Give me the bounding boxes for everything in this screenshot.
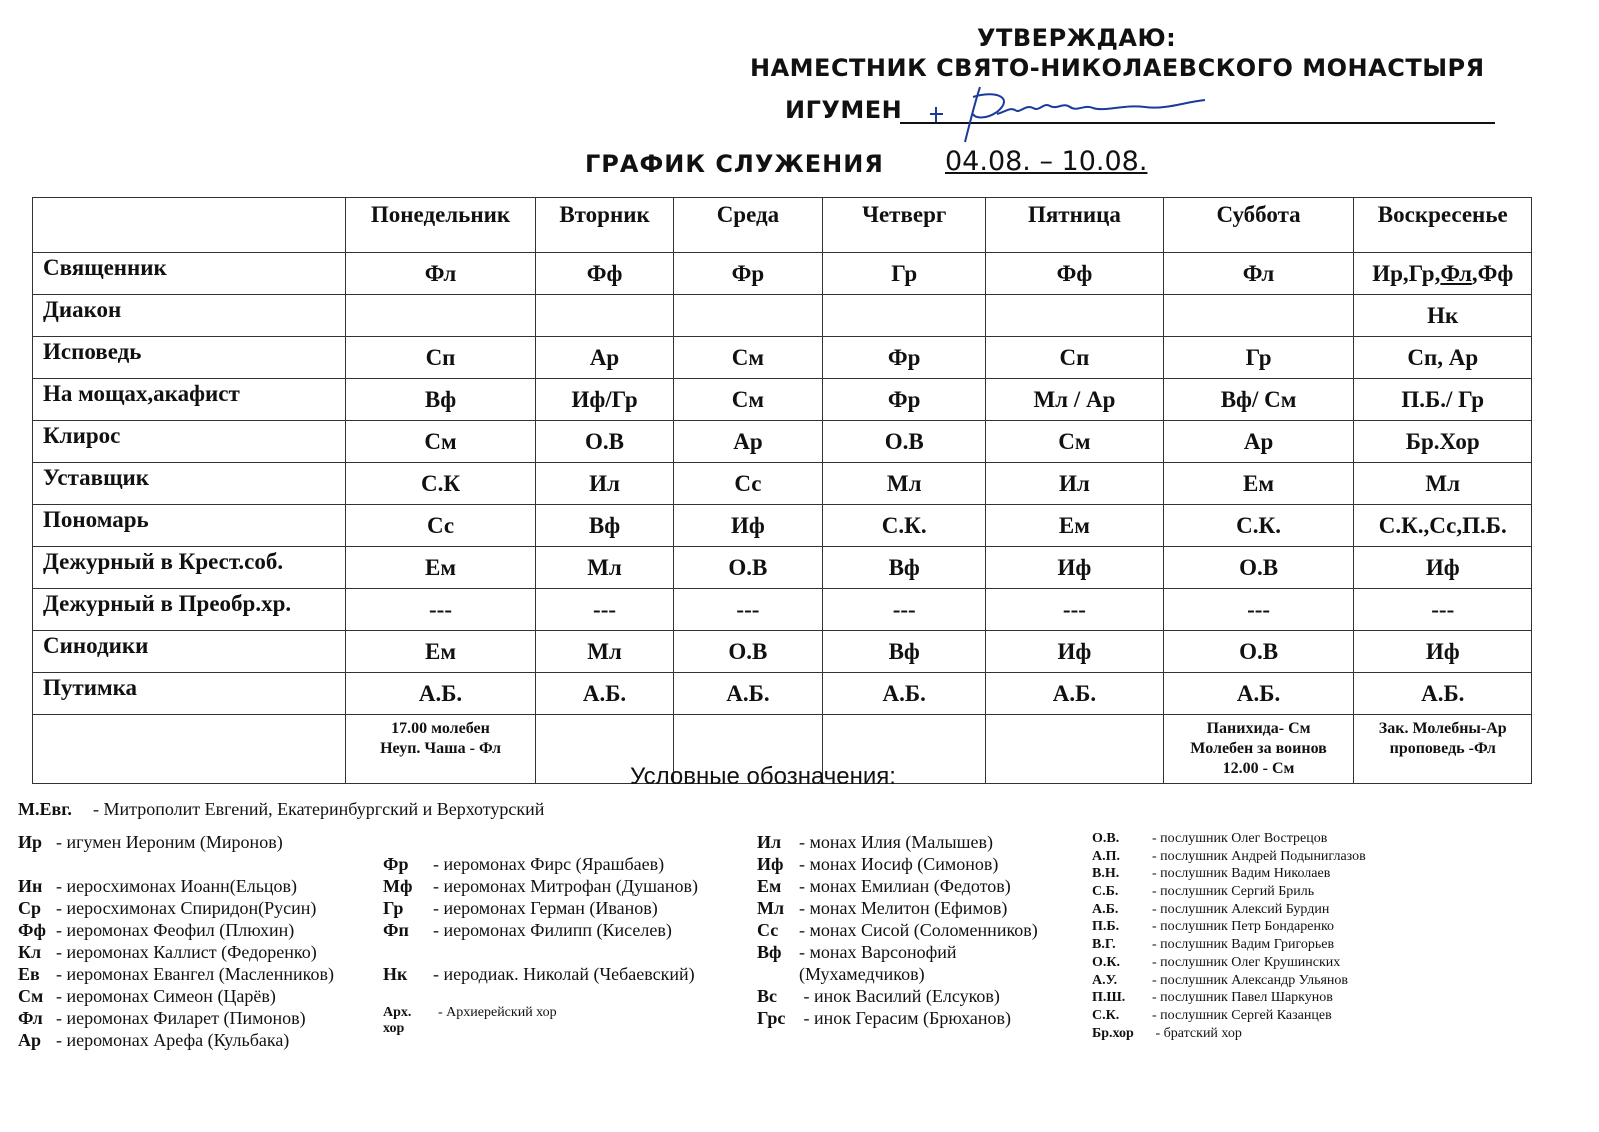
legend-item — [1092, 865, 1366, 883]
legend-abbr: Фп — [383, 920, 409, 940]
table-cell: А.Б. — [673, 673, 823, 715]
legend-text: - иеромонах Фирс (Ярашбаев) — [433, 854, 665, 874]
table-cell: Вф — [823, 547, 986, 589]
legend-item — [18, 985, 334, 1007]
notes-cell-sat — [1163, 715, 1354, 784]
day-header: Вторник — [536, 198, 673, 253]
legend-text: - послушник Павел Шаркунов — [1152, 990, 1333, 1006]
row-label: Синодики — [33, 631, 346, 673]
legend-column-4 — [1092, 830, 1366, 1042]
legend-abbr: Фф — [18, 920, 46, 940]
table-cell: А.Б. — [986, 673, 1163, 715]
row-label: Исповедь — [33, 337, 346, 379]
legend-item — [757, 831, 1038, 853]
note-line: проповедь -Фл — [1389, 740, 1496, 757]
legend-column-2 — [383, 853, 698, 985]
cell-part: Ир,Гр, — [1372, 260, 1441, 286]
table-cell: --- — [986, 589, 1163, 631]
table-cell: --- — [536, 589, 673, 631]
notes-cell — [986, 715, 1163, 784]
table-cell: А.Б. — [1163, 673, 1354, 715]
signature-icon — [925, 82, 1255, 152]
table-cell: О.В — [1163, 547, 1354, 589]
legend-text: - инок Василий (Елсуков) — [799, 986, 1000, 1006]
note-line: Неуп. Чаша - Фл — [380, 740, 501, 757]
day-header: Пятница — [986, 198, 1163, 253]
table-cell: А.Б. — [1354, 673, 1532, 715]
legend-text: - послушник Александр Ульянов — [1152, 972, 1348, 988]
table-cell: Иф/Гр — [536, 379, 673, 421]
legend-text: - игумен Иероним (Миронов) — [56, 832, 283, 852]
day-header: Четверг — [823, 198, 986, 253]
table-cell: Вф/ См — [1163, 379, 1354, 421]
legend-metropolitan — [18, 799, 544, 820]
table-row — [33, 295, 1532, 337]
legend-item — [757, 985, 1038, 1007]
legend-abbr: Фл — [18, 1008, 43, 1028]
legend-item — [757, 875, 1038, 897]
legend-item — [383, 897, 698, 919]
row-label: Диакон — [33, 295, 346, 337]
cell-part: Фл — [1440, 260, 1472, 286]
legend-abbr: В.Н. — [1092, 866, 1120, 882]
legend-abbr: А.У. — [1092, 972, 1118, 988]
legend-item — [1092, 954, 1366, 972]
table-cell: --- — [673, 589, 823, 631]
legend-title: Условные обозначения: — [630, 763, 896, 790]
table-cell: См — [986, 421, 1163, 463]
legend-arch-choir — [383, 1005, 557, 1037]
legend-text: - монах Варсонофий — [799, 942, 957, 962]
table-cell: См — [673, 337, 823, 379]
legend-text: - послушник Алексий Бурдин — [1152, 901, 1330, 917]
legend-item — [383, 875, 698, 897]
table-cell: Ем — [986, 505, 1163, 547]
table-cell: С.К.,Сс,П.Б. — [1354, 505, 1532, 547]
legend-item — [757, 1007, 1038, 1029]
legend-text: - иеромонах Герман (Иванов) — [433, 898, 658, 918]
legend-text: (Мухамедчиков) — [799, 964, 925, 984]
approver-rank: ИГУМЕН — [785, 96, 903, 124]
legend-abbr: М.Евг. — [18, 799, 72, 819]
table-cell: Гр — [823, 253, 986, 295]
row-label: Уставщик — [33, 463, 346, 505]
legend-text: - иеромонах Арефа (Кульбака) — [56, 1030, 290, 1050]
corner-cell — [33, 198, 346, 253]
legend-abbr: Бр.хор — [1092, 1025, 1134, 1041]
table-cell: Иф — [1354, 547, 1532, 589]
legend-item — [18, 919, 334, 941]
table-cell: Фф — [986, 253, 1163, 295]
table-cell: Сс — [345, 505, 536, 547]
legend-text: - послушник Олег Вострецов — [1152, 831, 1328, 846]
legend-item — [1092, 830, 1366, 848]
legend-item — [757, 897, 1038, 919]
table-cell: Ар — [1163, 421, 1354, 463]
date-range: 04.08. – 10.08. — [945, 146, 1148, 177]
table-cell: --- — [345, 589, 536, 631]
table-cell — [823, 295, 986, 337]
legend-item — [383, 919, 698, 941]
legend-text: - иеромонах Каллист (Федоренко) — [56, 942, 317, 962]
table-cell: Нк — [1354, 295, 1532, 337]
legend-abbr: Кл — [18, 942, 42, 962]
legend-column-3 — [757, 831, 1038, 1029]
table-cell: Ем — [1163, 463, 1354, 505]
day-header: Понедельник — [345, 198, 536, 253]
notes-cell-mon — [345, 715, 536, 784]
legend-abbr: Ар — [18, 1030, 42, 1050]
table-cell: Фф — [536, 253, 673, 295]
table-cell: Ем — [345, 547, 536, 589]
table-cell: См — [345, 421, 536, 463]
table-cell: Мл — [536, 631, 673, 673]
note-line: Молебен за воинов — [1190, 740, 1327, 757]
legend-text: - иеромонах Филарет (Пимонов) — [56, 1008, 306, 1028]
legend-item — [383, 941, 698, 963]
legend-text: - иеромонах Митрофан (Душанов) — [433, 876, 699, 896]
table-cell: --- — [1354, 589, 1532, 631]
row-label: Дежурный в Преобр.хр. — [33, 589, 346, 631]
legend-abbr: В.Г. — [1092, 937, 1116, 953]
legend-item — [18, 897, 334, 919]
legend-text: - послушник Андрей Подыниглазов — [1152, 848, 1366, 864]
legend-item — [757, 941, 1038, 963]
table-cell: О.В — [536, 421, 673, 463]
table-cell: Сс — [673, 463, 823, 505]
legend-abbr: П.Ш. — [1092, 990, 1126, 1006]
legend-text: - братский хор — [1152, 1025, 1242, 1041]
table-row — [33, 505, 1532, 547]
row-label: Пономарь — [33, 505, 346, 547]
note-line: 12.00 - См — [1222, 760, 1295, 777]
table-cell: Сп — [345, 337, 536, 379]
table-row — [33, 337, 1532, 379]
table-cell: А.Б. — [823, 673, 986, 715]
table-cell — [1354, 253, 1532, 295]
approve-heading: УТВЕРЖДАЮ: — [977, 24, 1177, 52]
row-label: Священник — [33, 253, 346, 295]
legend-abbr: См — [18, 986, 44, 1006]
table-cell: Иф — [986, 547, 1163, 589]
table-cell: Ил — [986, 463, 1163, 505]
table-cell: Фл — [1163, 253, 1354, 295]
table-cell — [1163, 295, 1354, 337]
legend-text: - иеродиак. Николай (Чебаевский) — [433, 964, 695, 984]
legend-text: - монах Сисой (Соломенников) — [799, 920, 1038, 940]
table-cell — [536, 295, 673, 337]
table-cell: Фр — [823, 379, 986, 421]
legend-text: - послушник Петр Бондаренко — [1152, 919, 1335, 935]
legend-abbr: А.П. — [1092, 848, 1120, 864]
table-row — [33, 589, 1532, 631]
legend-text: - иеромонах Феофил (Плюхин) — [56, 920, 295, 940]
table-cell: Фр — [823, 337, 986, 379]
table-cell: Ил — [536, 463, 673, 505]
legend-item — [18, 941, 334, 963]
table-cell: Мл — [536, 547, 673, 589]
table-cell: С.К. — [1163, 505, 1354, 547]
table-cell: Ем — [345, 631, 536, 673]
note-line: Зак. Молебны-Ар — [1378, 720, 1507, 737]
table-row — [33, 379, 1532, 421]
legend-abbr: Мф — [383, 876, 413, 896]
day-header: Среда — [673, 198, 823, 253]
legend-item — [1092, 989, 1366, 1007]
table-row — [33, 547, 1532, 589]
table-cell: О.В — [673, 547, 823, 589]
legend-text: - инок Герасим (Брюханов) — [799, 1008, 1011, 1028]
legend-text: - иеросхимонах Спиридон(Русин) — [56, 898, 317, 918]
table-cell: А.Б. — [345, 673, 536, 715]
table-cell: О.В — [823, 421, 986, 463]
table-cell: Вф — [823, 631, 986, 673]
legend-abbr: О.К. — [1092, 954, 1121, 970]
table-cell: См — [673, 379, 823, 421]
legend-text: - Архиерейский хор — [438, 1005, 557, 1020]
legend-abbr: Вс — [757, 986, 777, 1006]
legend-abbr: Нк — [383, 964, 408, 984]
table-cell: О.В — [673, 631, 823, 673]
legend-text: - послушник Олег Крушинских — [1152, 954, 1341, 970]
approver-position: НАМЕСТНИК СВЯТО-НИКОЛАЕВСКОГО МОНАСТЫРЯ — [750, 54, 1485, 82]
legend-column-1 — [18, 831, 334, 1051]
legend-abbr-line: Арх. — [383, 1005, 412, 1020]
table-cell: Иф — [673, 505, 823, 547]
table-cell: Фр — [673, 253, 823, 295]
legend-text: - Митрополит Евгений, Екатеринбургский и Верхотурский — [93, 799, 545, 819]
legend-abbr: Ем — [757, 876, 782, 896]
row-label: Дежурный в Крест.соб. — [33, 547, 346, 589]
table-row — [33, 631, 1532, 673]
table-cell: Гр — [1163, 337, 1354, 379]
table-cell: Ар — [536, 337, 673, 379]
legend-text: - послушник Вадим Николаев — [1152, 866, 1331, 882]
table-cell: П.Б./ Гр — [1354, 379, 1532, 421]
cell-part: ,Фф — [1471, 260, 1514, 286]
table-cell — [345, 295, 536, 337]
note-line: Панихида- См — [1206, 720, 1311, 737]
legend-item — [757, 853, 1038, 875]
row-label: Путимка — [33, 673, 346, 715]
table-cell: О.В — [1163, 631, 1354, 673]
legend-item — [1092, 883, 1366, 901]
legend-abbr: П.Б. — [1092, 919, 1120, 935]
legend-text: - монах Иосиф (Симонов) — [799, 854, 999, 874]
legend-text: - иеромонах Симеон (Царёв) — [56, 986, 276, 1006]
legend-text: - послушник Сергий Бриль — [1152, 884, 1315, 900]
legend-item — [1092, 918, 1366, 936]
legend-abbr: Сс — [757, 920, 779, 940]
header-row — [33, 198, 1532, 253]
table-cell: Бр.Хор — [1354, 421, 1532, 463]
legend-abbr: Грс — [757, 1008, 786, 1028]
table-cell: --- — [823, 589, 986, 631]
table-cell: Сп, Ар — [1354, 337, 1532, 379]
table-cell — [673, 295, 823, 337]
table-cell: Иф — [1354, 631, 1532, 673]
legend-abbr — [383, 1005, 438, 1037]
legend-abbr: Ср — [18, 898, 42, 918]
table-cell: Мл / Ар — [986, 379, 1163, 421]
page-title: ГРАФИК СЛУЖЕНИЯ — [585, 150, 884, 178]
legend-abbr-line: хор — [383, 1021, 405, 1036]
legend-item — [18, 875, 334, 897]
notes-label-cell — [33, 715, 346, 784]
legend-abbr: Ев — [18, 964, 40, 984]
table-row — [33, 463, 1532, 505]
table-cell — [986, 295, 1163, 337]
legend-item — [18, 1029, 334, 1051]
legend-abbr: Мл — [757, 898, 785, 918]
legend-item — [383, 853, 698, 875]
legend-abbr: С.Б. — [1092, 884, 1119, 900]
table-cell: Мл — [1354, 463, 1532, 505]
table-cell: С.К — [345, 463, 536, 505]
table-cell: Вф — [345, 379, 536, 421]
legend-abbr: С.К. — [1092, 1007, 1120, 1023]
table-row — [33, 253, 1532, 295]
legend-item — [18, 831, 334, 853]
note-line: 17.00 молебен — [391, 720, 490, 737]
legend-text: - иеросхимонах Иоанн(Ельцов) — [56, 876, 298, 896]
legend-item — [1092, 1007, 1366, 1025]
legend-abbr: Иф — [757, 854, 784, 874]
legend-abbr: О.В. — [1092, 831, 1120, 846]
table-row — [33, 673, 1532, 715]
legend-text: - монах Илия (Малышев) — [799, 832, 993, 852]
legend-abbr: Ил — [757, 832, 782, 852]
legend-abbr: Вф — [757, 942, 782, 962]
notes-cell-sun — [1354, 715, 1532, 784]
legend-abbr: Ин — [18, 876, 43, 896]
legend-item — [18, 853, 334, 875]
table-cell: Мл — [823, 463, 986, 505]
table-cell: Иф — [986, 631, 1163, 673]
row-label: На мощах,акафист — [33, 379, 346, 421]
legend-item — [383, 963, 698, 985]
legend-item — [1092, 972, 1366, 990]
legend-text: - иеромонах Евангел (Масленников) — [56, 964, 334, 984]
legend-item — [1092, 901, 1366, 919]
legend-abbr: Гр — [383, 898, 404, 918]
table-cell: Вф — [536, 505, 673, 547]
legend-item — [1092, 936, 1366, 954]
table-cell: --- — [1163, 589, 1354, 631]
schedule-table — [32, 197, 1532, 784]
legend-item — [18, 1007, 334, 1029]
legend-item — [757, 919, 1038, 941]
row-label: Клирос — [33, 421, 346, 463]
table-cell: С.К. — [823, 505, 986, 547]
table-row — [33, 421, 1532, 463]
table-cell: Сп — [986, 337, 1163, 379]
legend-item — [1092, 1025, 1366, 1043]
legend-text: - послушник Вадим Григорьев — [1152, 937, 1335, 953]
legend-text: - иеромонах Филипп (Киселев) — [433, 920, 672, 940]
legend-abbr: Фр — [383, 854, 409, 874]
day-header: Суббота — [1163, 198, 1354, 253]
legend-text: - монах Мелитон (Ефимов) — [799, 898, 1008, 918]
legend-text: - послушник Сергей Казанцев — [1152, 1007, 1332, 1023]
table-cell: Фл — [345, 253, 536, 295]
legend-item — [757, 963, 1038, 985]
day-header: Воскресенье — [1354, 198, 1532, 253]
table-cell: Ар — [673, 421, 823, 463]
legend-item — [1092, 848, 1366, 866]
legend-abbr: Ир — [18, 832, 43, 852]
table-cell: А.Б. — [536, 673, 673, 715]
legend-abbr: А.Б. — [1092, 901, 1119, 917]
legend-text: - монах Емилиан (Федотов) — [799, 876, 1011, 896]
legend-item — [18, 963, 334, 985]
